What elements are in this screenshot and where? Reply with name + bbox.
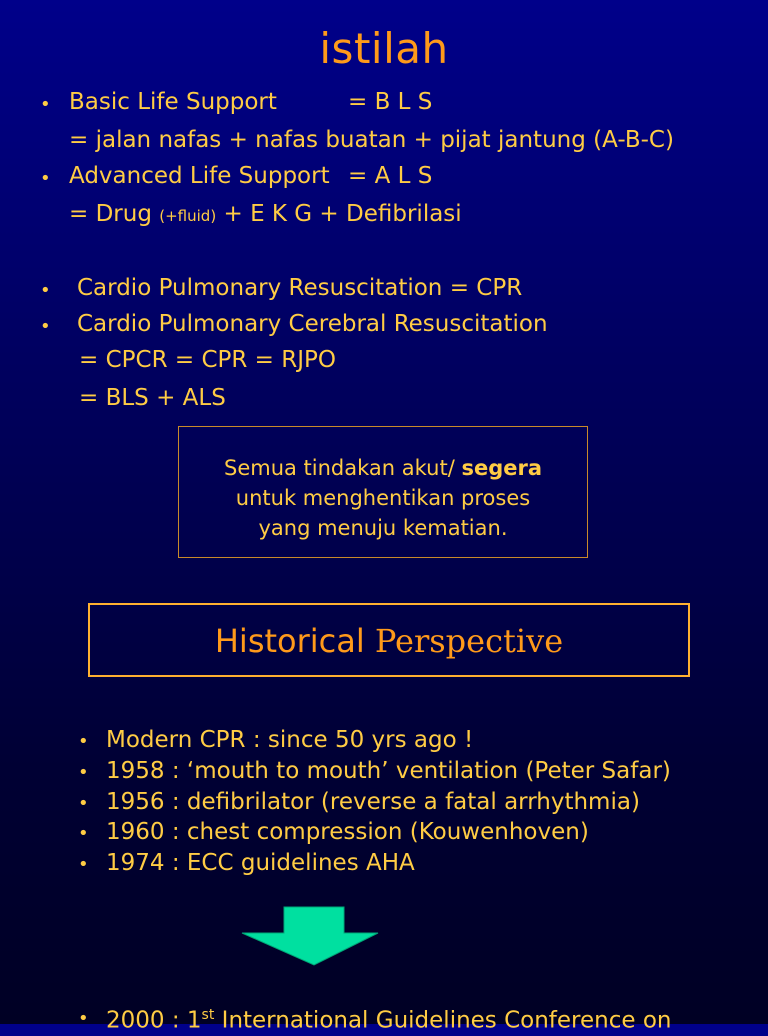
section-title-part-2: Perspective [374,622,564,660]
history-item: 1974 : ECC guidelines AHA [106,850,415,876]
history-item-last [106,1000,672,1036]
bls-label: Basic Life Support [69,89,277,115]
cpcr-equation-2: = BLS + ALS [79,385,226,411]
definition-text [179,453,587,543]
history-item: 1958 : ‘mouth to mouth’ ventilation (Peter Safar) [106,758,671,784]
als-def-prefix: = Drug [69,201,160,227]
bullet-icon: • [78,762,89,783]
als-definition [69,200,462,230]
bullet-icon: • [78,823,89,844]
bullet-icon: • [40,94,51,115]
last-item-superscript: st [201,1007,215,1023]
definition-line-3: yang menuju kematian. [258,516,508,540]
bullet-icon: • [78,854,89,875]
section-title-part-1: Historical [214,622,375,660]
definition-line-1-prefix: Semua tindakan akut/ [223,456,462,480]
page-title: istilah [319,24,449,73]
section-title-box [88,603,690,677]
last-item-prefix: 2000 : 1 [106,1007,202,1034]
als-def-suffix: + E K G + Defibrilasi [216,201,462,227]
definition-emphasis: segera [461,456,542,480]
last-item-suffix: International Guidelines Conference on [214,1007,672,1034]
history-item: 1956 : defibrilator (reverse a fatal arrhythmia) [106,789,640,815]
history-item: Modern CPR : since 50 yrs ago ! [106,727,474,753]
bullet-icon: • [78,731,89,752]
als-label: Advanced Life Support [69,163,330,189]
definition-line-1 [179,453,587,483]
als-equation: = A L S [348,163,433,189]
section-title [90,622,688,660]
bullet-icon: • [40,316,51,337]
definition-box [178,426,588,558]
definition-line-2: untuk menghentikan proses [235,486,531,510]
down-arrow-icon [240,905,380,967]
bullet-icon: • [40,168,51,189]
cpcr-term: Cardio Pulmonary Cerebral Resuscitation [77,311,548,337]
bls-definition: = jalan nafas + nafas buatan + pijat jantung (A-B-C) [69,127,674,153]
bullet-icon: • [78,793,89,814]
bullet-icon: • [40,280,51,301]
bls-equation: = B L S [348,89,433,115]
cpcr-equation-1: = CPCR = CPR = RJPO [79,347,336,373]
bullet-icon: • [78,1008,89,1029]
history-item: 1960 : chest compression (Kouwenhoven) [106,819,589,845]
cpr-term: Cardio Pulmonary Resuscitation = CPR [77,275,523,301]
als-def-fluid: (+fluid) [159,207,217,225]
